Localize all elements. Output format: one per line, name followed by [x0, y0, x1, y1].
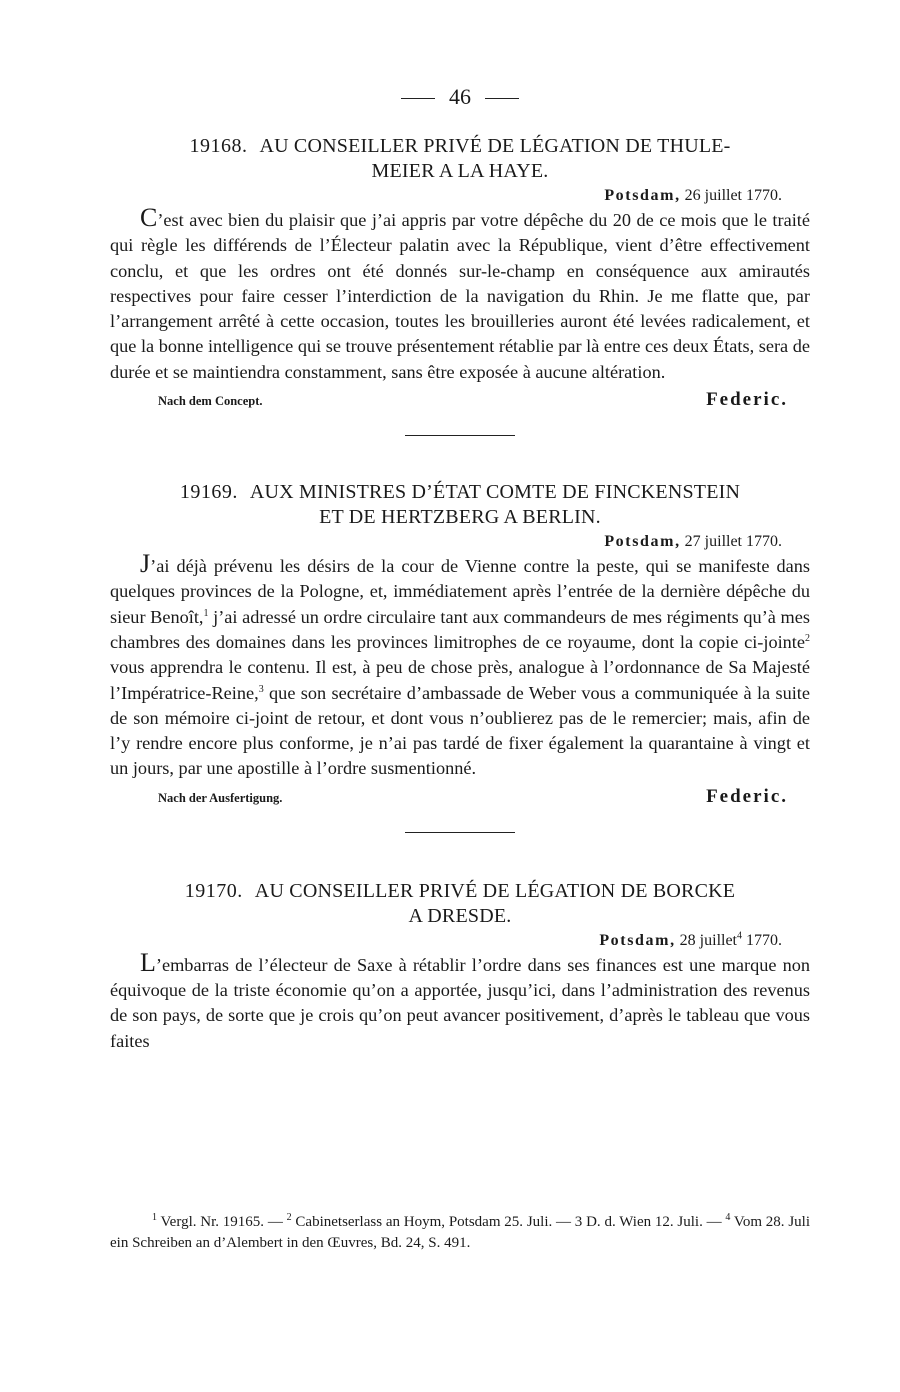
- date: 26 juillet 1770.: [684, 187, 782, 204]
- footnote-text-2: Cabinetserlass an Hoym, Potsdam 25. Juli. — 3 D. d. Wien 12. Juli. —: [291, 1214, 726, 1230]
- dateline: [110, 929, 810, 953]
- letter-heading: [110, 879, 810, 929]
- footnote-number-1: 1: [152, 1212, 157, 1223]
- body-text-a: ’ai déjà prévenu les désirs de la cour de Vienne contre la peste, qui se manifeste dans quelques provinces de la Pologne, et, immédiatement après l’entrée de la dernière dépêche du sieur Benoît,: [110, 556, 810, 627]
- date: 27 juillet 1770.: [684, 533, 782, 551]
- footnote-text-4: Vom 28. Juli ein Schreiben an d’Alembert in den Œuvres, Bd. 24, S. 491.: [110, 1214, 810, 1251]
- page-number-text: 46: [449, 84, 471, 109]
- letter-number: 19168.: [189, 135, 248, 157]
- heading-line-2: A DRESDE.: [408, 904, 512, 927]
- source-line: [110, 786, 810, 808]
- initial-letter: C: [140, 203, 158, 232]
- footnote-number-4: 4: [725, 1212, 731, 1223]
- letter-heading: [110, 134, 810, 184]
- place: Potsdam,: [604, 533, 681, 551]
- heading-line-2: MEIER A LA HAYE.: [371, 160, 549, 182]
- letter-body: [110, 549, 810, 782]
- body-text-c: vous apprendra le contenu. Il est, à peu de chose près, analogue à l’ordonnance de Sa Majesté l’Impératrice-Reine,: [110, 657, 810, 703]
- letter-19168: [110, 134, 810, 436]
- letter-body: [110, 203, 810, 385]
- page: [110, 82, 810, 1054]
- body-text: ’embarras de l’électeur de Saxe à rétablir l’ordre dans ses finances est une marque non équivoque de la triste économie qu’on a apportée, jusqu’ici, dans l’administration des revenus de son pays, de sorte que je crois qu’on peut avancer positivement, d’après le tableau que vous faites: [110, 954, 810, 1051]
- footnote-number-2: 2: [286, 1212, 292, 1223]
- initial-letter: L: [140, 947, 156, 977]
- place: Potsdam,: [599, 931, 676, 949]
- heading-line-1: AU CONSEILLER PRIVÉ DE LÉGATION DE THULE-: [259, 135, 731, 157]
- heading-line-2: ET DE HERTZBERG A BERLIN.: [319, 506, 601, 529]
- body-text-d: que son secrétaire d’ambassade de Weber vous a communiquée à la suite de son mémoire ci-joint de retour, et dont vous n’oublierez pas de le remercier; mais, afin de l’y rendre encore plus conforme, je n’ai pas tardé de fixer également la quarantaine à vingt et un jours, par une apostille à l’ordre susmentionné.: [110, 682, 810, 779]
- body-text: ’est avec bien du plaisir que j’ai appris par votre dépêche du 20 de ce mois que le traité qui règle les différends de l’Électeur palatin avec la République, vient d’être effectivement conclu, et que les ordres ont été donnés sur-le-champ en conséquence aux amirautés respectives pour faire cesser l’interdiction de la navigation du Rhin. Je me flatte que, par l’arrangement arrêté à cette occasion, toutes les brouilleries auront été levées radicalement, et que la bonne intelligence qui se trouve présentement rétablie par là entre ces deux États, sera de durée et se maintiendra constamment, sans être exposée à aucune altération.: [110, 210, 810, 382]
- dateline: [110, 530, 810, 554]
- dash-left: [401, 98, 435, 99]
- letter-number: 19170.: [184, 879, 243, 902]
- footnote-ref-4: 4: [737, 930, 742, 942]
- signature: Federic.: [706, 785, 788, 807]
- body-text-b: j’ai adressé un ordre circulaire tant aux commandeurs de mes régiments qu’à mes chambres des domaines dans les provinces limitrophes de ce royaume, dont la copie ci-jointe: [110, 606, 810, 652]
- letter-19169: [110, 480, 810, 833]
- dateline: [110, 184, 810, 208]
- heading-line-1: AUX MINISTRES D’ÉTAT COMTE DE FINCKENSTEIN: [249, 481, 741, 504]
- place: Potsdam,: [604, 187, 681, 204]
- initial-letter: J: [140, 549, 151, 579]
- signature: Federic.: [706, 389, 788, 411]
- footnote-text-1: Vergl. Nr. 19165. —: [157, 1214, 287, 1230]
- source-note: Nach der Ausfertigung.: [158, 790, 283, 805]
- dash-right: [485, 98, 519, 99]
- footnote-ref-1: 1: [203, 607, 209, 619]
- letter-number: 19169.: [179, 481, 238, 504]
- footnote-ref-2: 2: [805, 632, 810, 644]
- date-a: 28 juillet: [679, 931, 737, 949]
- letter-heading: [110, 480, 810, 530]
- letter-19170: [110, 879, 810, 1054]
- footnotes: [110, 1212, 810, 1254]
- date-b: 1770.: [742, 931, 782, 949]
- letter-body: [110, 947, 810, 1054]
- page-number: [110, 82, 810, 112]
- footnote-ref-3: 3: [258, 683, 264, 695]
- source-line: [110, 389, 810, 411]
- source-note: Nach dem Concept.: [158, 394, 263, 409]
- heading-line-1: AU CONSEILLER PRIVÉ DE LÉGATION DE BORCKE: [254, 879, 736, 902]
